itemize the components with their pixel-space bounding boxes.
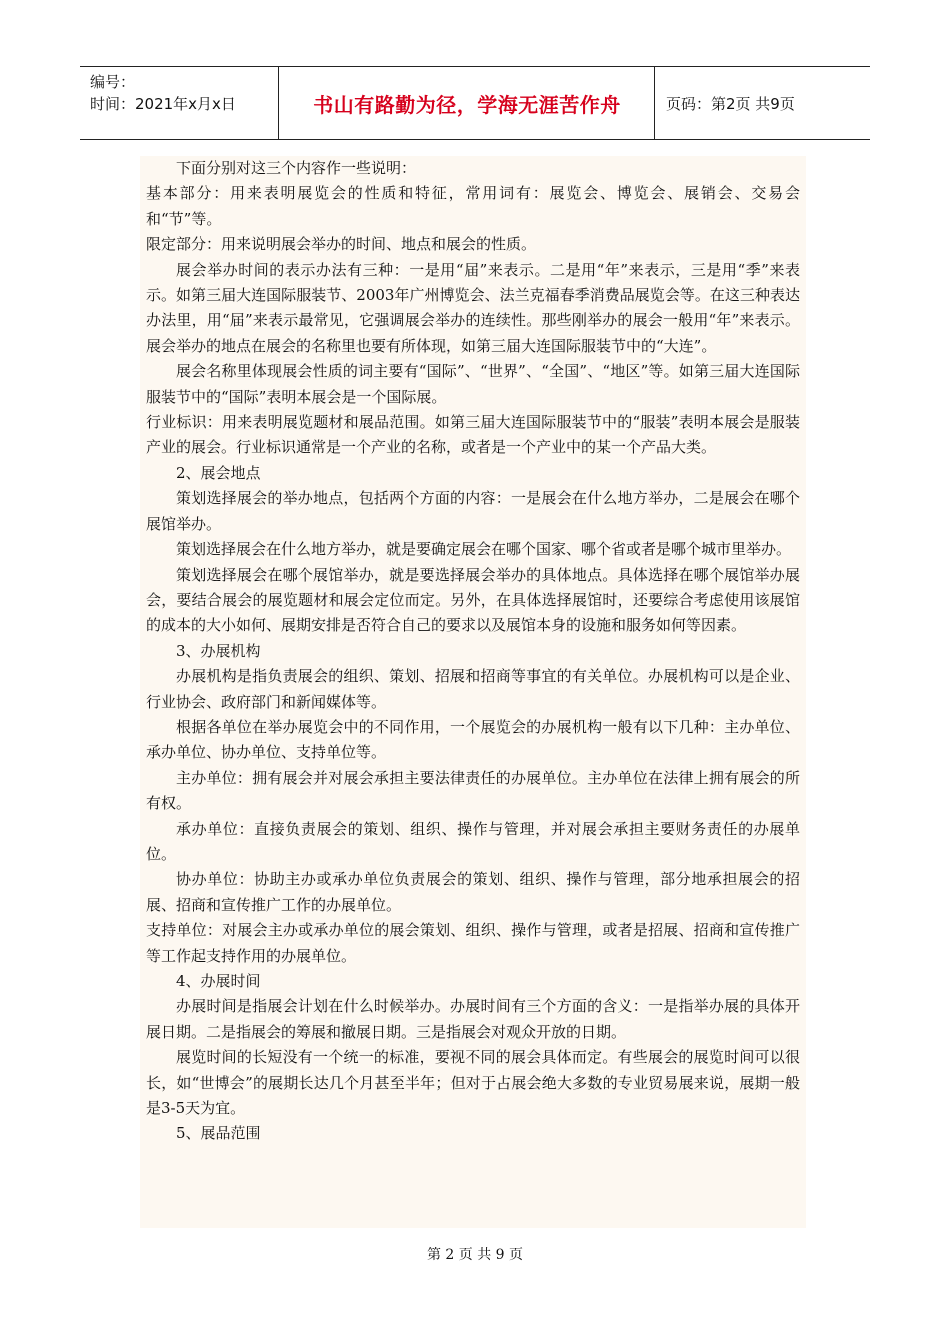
body-paragraph: 办展机构是指负责展会的组织、策划、招展和招商等事宜的有关单位。办展机构可以是企业、行业协会、政府部门和新闻媒体等。 <box>146 667 800 711</box>
body-paragraph: 4、办展时间 <box>176 972 261 990</box>
body-paragraph: 3、办展机构 <box>176 641 261 660</box>
page-footer: 第 2 页 共 9 页 <box>426 1247 524 1263</box>
header-divider <box>278 67 279 139</box>
document-body <box>140 156 806 1228</box>
body-paragraph: 行业标识：用来表明展览题材和展品范围。如第三届大连国际服装节中的“服装”表明本展会是服装产业的展会。行业标识通常是一个产业的名称，或者是一个产业中的某一个产品大类。 <box>146 413 800 457</box>
body-paragraph: 策划选择展会在哪个展馆举办，就是要选择展会举办的具体地点。具体选择在哪个展馆举办展会，要结合展会的展览题材和展会定位而定。另外，在具体选择展馆时，还要综合考虑使用该展馆的成本的大小如何、展期安排是否符合自己的要求以及展馆本身的设施和服务如何等因素。 <box>146 565 800 635</box>
doc-code-label: 编号： <box>90 73 136 91</box>
header-motto: 书山有路勤为径，学海无涯苦作舟 <box>313 92 621 117</box>
body-paragraph: 基本部分：用来表明展览会的性质和特征，常用词有：展览会、博览会、展销会、交易会和“节”等。 <box>146 184 800 228</box>
body-paragraph: 主办单位：拥有展会并对展会承担主要法律责任的办展单位。主办单位在法律上拥有展会的所有权。 <box>146 768 800 813</box>
body-paragraph: 展览时间的长短没有一个统一的标准，要视不同的展会具体而定。有些展会的展览时间可以很长，如“世博会”的展期长达几个月甚至半年；但对于占展会绝大多数的专业贸易展来说，展期一般是3-5天为宜。 <box>146 1048 800 1118</box>
body-paragraph: 策划选择展会的举办地点，包括两个方面的内容：一是展会在什么地方举办，二是展会在哪个展馆举办。 <box>146 489 800 533</box>
body-paragraph: 协办单位：协助主办或承办单位负责展会的策划、组织、操作与管理，部分地承担展会的招展、招商和宣传推广工作的办展单位。 <box>146 870 800 914</box>
body-paragraph: 展会举办时间的表示办法有三种：一是用“届”来表示。二是用“年”来表示，三是用“季”来表示。如第三届大连国际服装节、2003年广州博览会、法兰克福春季消费品展览会等。在这三种表达办法里，用“届”来表示最常见，它强调展会举办的连续性。那些刚举办的展会一般用“年”来表示。展会举办的地点在展会的名称里也要有所体现，如第三届大连国际服装节中的“大连”。 <box>146 260 800 355</box>
page-header <box>80 66 870 140</box>
body-paragraph: 2、展会地点 <box>176 463 261 482</box>
body-paragraph: 支持单位：对展会主办或承办单位的展会策划、组织、操作与管理，或者是招展、招商和宣传推广等工作起支持作用的办展单位。 <box>146 921 800 965</box>
body-paragraph: 办展时间是指展会计划在什么时候举办。办展时间有三个方面的含义：一是指举办展的具体开展日期。二是指展会的筹展和撤展日期。三是指展会对观众开放的日期。 <box>146 997 800 1041</box>
body-paragraph: 策划选择展会在什么地方举办，就是要确定展会在哪个国家、哪个省或者是哪个城市里举办。 <box>176 540 792 559</box>
body-paragraph: 展会名称里体现展会性质的词主要有“国际”、“世界”、“全国”、“地区”等。如第三届大连国际服装节中的“国际”表明本展会是一个国际展。 <box>146 362 800 406</box>
body-paragraph: 5、展品范围 <box>176 1124 261 1143</box>
body-paragraph: 限定部分：用来说明展会举办的时间、地点和展会的性质。 <box>146 235 537 254</box>
body-paragraph: 根据各单位在举办展览会中的不同作用，一个展览会的办展机构一般有以下几种：主办单位、承办单位、协办单位、支持单位等。 <box>146 717 800 762</box>
header-divider <box>654 67 655 139</box>
header-meta <box>90 71 236 115</box>
body-paragraph: 下面分别对这三个内容作一些说明： <box>176 159 417 177</box>
doc-date: 时间：2021年x月x日 <box>90 95 236 113</box>
header-page-info: 页码：第2页 共9页 <box>666 94 795 113</box>
body-paragraph: 承办单位：直接负责展会的策划、组织、操作与管理，并对展会承担主要财务责任的办展单位。 <box>146 819 800 863</box>
